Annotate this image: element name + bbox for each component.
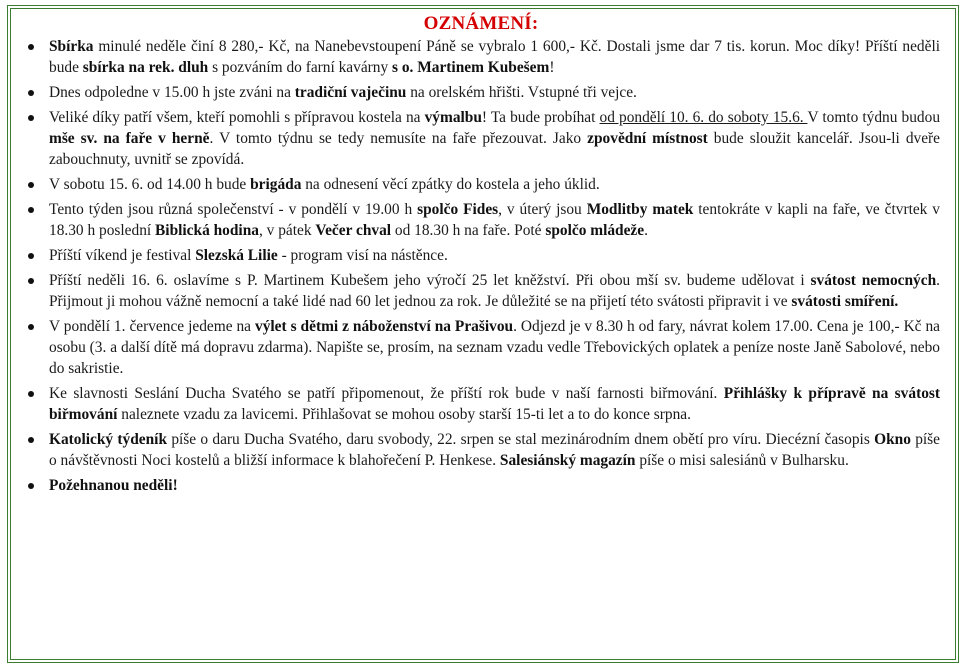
item-text: píše o návštěvnosti Noci kostelů a bližší informace k blahořečení P. Henkese. [49,431,940,469]
list-item [22,107,940,170]
item-text: . [644,222,648,239]
list-item [22,475,940,496]
announcement-document [22,12,940,500]
bold-text: spolčo Fides [417,201,499,218]
item-text: píše o daru Ducha Svatého, daru svobody, 22. srpen se stal mezinárodním dnem obětí pro víru. Diecézní časopis [167,431,875,448]
page-title: OZNÁMENÍ: [423,13,539,34]
bold-text: Salesiánský magazín [499,452,636,469]
item-text: tentokráte v kapli na faře, ve čtvrtek v 18.30 h poslední [49,201,941,239]
item-text: na orelském hřišti. Vstupné tři vejce. [406,84,637,101]
bullet-icon [28,483,34,489]
item-text: s pozváním do farní kavárny [208,59,393,76]
bold-text: Přihlášky k přípravě na svátost biřmování [49,385,940,423]
bold-text: Okno [874,431,911,448]
bold-text: Večer chval [315,222,392,239]
item-text: Dnes odpoledne v 15.00 h jste zváni na [49,84,295,101]
bold-text: Modlitby matek [586,201,694,218]
bullet-icon [28,391,34,397]
announcement-list [22,36,940,496]
list-item [22,36,940,78]
list-item [22,270,940,312]
item-text: Příští víkend je festival [49,247,196,264]
list-item [22,199,940,241]
item-text: . V tomto týdnu se tedy nemusíte na faře přezouvat. Jako [209,130,588,147]
list-item [22,245,940,266]
list-item [22,383,940,425]
item-text: , v pátek [258,222,316,239]
item-text: . Odjezd je v 8.30 h od fary, návrat kolem 17.00. Cena je 100,- Kč na osobu (3. a další dítě má dopravu zdarma). Napište se, prosím, na seznam vzadu vedle Třebovických oplatek a peníze noste Janě Sabolové, nebo do sakristie. [49,318,941,377]
bullet-icon [28,207,34,213]
list-item [22,429,940,471]
item-text: od 18.30 h na faře. Poté [391,222,546,239]
bold-text: Požehnanou neděli! [49,477,178,494]
bold-text: výmalbu [424,109,482,126]
item-text: píše o misi salesiánů v Bulharsku. [635,452,849,469]
item-text: minulé neděle činí 8 280,- Kč, na Nanebevstoupení Páně se vybralo 1 600,- Kč. Dostali jsme dar 7 tis. korun. Moc díky! Příští neděli bude [49,38,940,76]
bullet-icon [28,44,34,50]
bullet-icon [28,324,34,330]
item-text: ! [549,59,555,76]
item-text: ! Ta bude probíhat [481,109,600,126]
bullet-icon [28,182,34,188]
bold-text: výlet s dětmi z náboženství na Prašivou [255,318,514,335]
item-text: - program visí na nástěnce. [277,247,448,264]
bold-text: spolčo mládeže [545,222,645,239]
bullet-icon [28,253,34,259]
item-text: , v úterý jsou [498,201,587,218]
item-text: . Přijmout ji mohou vážně nemocní a také lidé nad 60 let jednou za rok. Je důležité se na přijetí této svátosti připravit i ve [49,272,940,310]
list-item [22,174,940,195]
bold-text: Biblická hodina [155,222,259,239]
bold-text: Sbírka [49,38,94,55]
list-item [22,316,940,379]
bold-text: zpovědní místnost [587,130,708,147]
item-text: Příští neděli 16. 6. oslavíme s P. Martinem Kubešem jeho výročí 25 let kněžství. Při obou mší sv. budeme udělovat i [49,272,811,289]
item-text: V pondělí 1. července jedeme na [49,318,255,335]
bold-text: mše sv. na faře v herně [49,130,210,147]
bold-text: Slezská Lilie [195,247,278,264]
bold-text: svátosti smíření. [791,293,899,310]
bold-text: Katolický týdeník [49,431,168,448]
item-text: bude sloužit kancelář. Jsou-li dveře zabouchnuty, uvnitř se zpovídá. [49,130,941,168]
item-text: Veliké díky patří všem, kteří pomohli s přípravou kostela na [49,109,425,126]
bullet-icon [28,437,34,443]
item-text: naleznete vzadu za lavicemi. Přihlašovat se mohou osoby starší 15-ti let a to do konce srpna. [117,406,691,423]
bold-text: brigáda [250,176,302,193]
bold-text: s o. Martinem Kubešem [392,59,550,76]
bullet-icon [28,115,34,121]
list-item [22,82,940,103]
bullet-icon [28,278,34,284]
item-text: Ke slavnosti Seslání Ducha Svatého se patří připomenout, že příští rok bude v naší farnosti biřmování. [49,385,724,402]
bold-text: tradiční vaječinu [294,84,407,101]
bold-text: sbírka na rek. dluh [82,59,209,76]
item-text: Tento týden jsou různá společenství - v pondělí v 19.00 h [49,201,418,218]
item-text: V tomto týdnu budou [807,109,941,126]
item-text: na odnesení věcí zpátky do kostela a jeho úklid. [301,176,600,193]
underlined-text: od pondělí 10. 6. do soboty 15.6. [599,109,808,126]
bullet-icon [28,90,34,96]
item-text: V sobotu 15. 6. od 14.00 h bude [49,176,251,193]
bold-text: svátost nemocných [810,272,937,289]
